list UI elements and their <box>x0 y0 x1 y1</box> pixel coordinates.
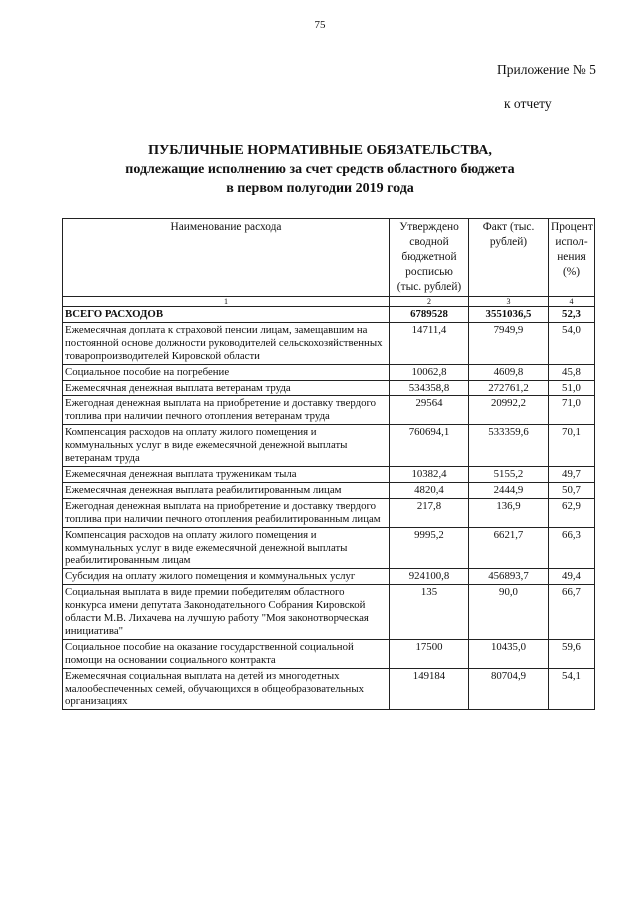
table-header-row <box>63 219 595 297</box>
percent-cell: 70,1 <box>549 425 595 467</box>
table-row <box>63 396 595 425</box>
to-report-label: к отчету <box>504 96 552 111</box>
percent-cell: 66,3 <box>549 527 595 569</box>
percent-cell: 54,1 <box>549 668 595 710</box>
approved-cell: 217,8 <box>390 498 469 527</box>
expense-name-cell: Ежегодная денежная выплата на приобретение и доставку твердого топлива при наличии печного отопления ветеранам труда <box>63 396 390 425</box>
table-row <box>63 585 595 640</box>
fact-cell: 272761,2 <box>469 380 549 396</box>
percent-cell: 50,7 <box>549 482 595 498</box>
expense-name-cell: Ежемесячная денежная выплата труженикам тыла <box>63 466 390 482</box>
expense-name-cell: Субсидия на оплату жилого помещения и коммунальных услуг <box>63 569 390 585</box>
approved-cell: 10382,4 <box>390 466 469 482</box>
header-approved: Утверждено сводной бюджетной росписью (тыс. рублей) <box>390 219 469 297</box>
approved-cell: 4820,4 <box>390 482 469 498</box>
percent-cell: 54,0 <box>549 322 595 364</box>
expense-name-cell: Компенсация расходов на оплату жилого помещения и коммунальных услуг в виде ежемесячной денежной выплаты реабилитированным лицам <box>63 527 390 569</box>
table-row <box>63 569 595 585</box>
expense-name-cell: Ежемесячная доплата к страховой пенсии лицам, замещавшим на постоянной основе должности руководителей сельскохозяйственных товаропроизводителей Кировской области <box>63 322 390 364</box>
fact-cell: 6621,7 <box>469 527 549 569</box>
table-row <box>63 482 595 498</box>
document-title <box>0 141 640 198</box>
title-line-2: подлежащие исполнению за счет средств областного бюджета <box>125 162 515 177</box>
table-row <box>63 364 595 380</box>
approved-cell: 135 <box>390 585 469 640</box>
expense-name-cell: Ежемесячная социальная выплата на детей из многодетных малообеспеченных семей, обучающихся в общеобразовательных организациях <box>63 668 390 710</box>
percent-cell: 45,8 <box>549 364 595 380</box>
percent-cell: 51,0 <box>549 380 595 396</box>
header-percent: Процент испол- нения (%) <box>549 219 595 297</box>
approved-cell: 29564 <box>390 396 469 425</box>
expense-name-cell: Компенсация расходов на оплату жилого помещения и коммунальных услуг в виде ежемесячной денежной выплаты ветеранам труда <box>63 425 390 467</box>
table-row <box>63 425 595 467</box>
expense-name-cell: Социальная выплата в виде премии победителям областного конкурса имени депутата Законодательного Собрания Кировской области М.В. Лихачева на лучшую работу "Моя законотворческая инициатива" <box>63 585 390 640</box>
page-number: 75 <box>314 19 326 31</box>
table-row <box>63 639 595 668</box>
fact-cell: 80704,9 <box>469 668 549 710</box>
total-row <box>63 307 595 323</box>
approved-cell: 534358,8 <box>390 380 469 396</box>
fact-cell: 7949,9 <box>469 322 549 364</box>
approved-cell: 9995,2 <box>390 527 469 569</box>
approved-cell: 924100,8 <box>390 569 469 585</box>
approved-cell: 149184 <box>390 668 469 710</box>
total-fact: 3551036,5 <box>469 307 549 323</box>
approved-cell: 17500 <box>390 639 469 668</box>
fact-cell: 456893,7 <box>469 569 549 585</box>
total-approved: 6789528 <box>390 307 469 323</box>
fact-cell: 533359,6 <box>469 425 549 467</box>
column-number: 2 <box>390 297 469 307</box>
total-percent: 52,3 <box>549 307 595 323</box>
column-number-row <box>63 297 595 307</box>
header-expense-name: Наименование расхода <box>63 219 390 297</box>
percent-cell: 71,0 <box>549 396 595 425</box>
fact-cell: 2444,9 <box>469 482 549 498</box>
column-number: 3 <box>469 297 549 307</box>
expense-name-cell: Ежегодная денежная выплата на приобретение и доставку твердого топлива при наличии печного отопления реабилитированным лицам <box>63 498 390 527</box>
table-row <box>63 527 595 569</box>
title-line-3: в первом полугодии 2019 года <box>226 181 414 196</box>
table-row <box>63 380 595 396</box>
fact-cell: 136,9 <box>469 498 549 527</box>
approved-cell: 14711,4 <box>390 322 469 364</box>
table-row <box>63 498 595 527</box>
column-number: 4 <box>549 297 595 307</box>
approved-cell: 10062,8 <box>390 364 469 380</box>
table-row <box>63 668 595 710</box>
expense-name-cell: Социальное пособие на погребение <box>63 364 390 380</box>
column-number: 1 <box>63 297 390 307</box>
expense-name-cell: Социальное пособие на оказание государственной социальной помощи на основании социального контракта <box>63 639 390 668</box>
fact-cell: 90,0 <box>469 585 549 640</box>
fact-cell: 20992,2 <box>469 396 549 425</box>
fact-cell: 4609,8 <box>469 364 549 380</box>
percent-cell: 66,7 <box>549 585 595 640</box>
total-label: ВСЕГО РАСХОДОВ <box>63 307 390 323</box>
percent-cell: 49,7 <box>549 466 595 482</box>
table-row <box>63 322 595 364</box>
fact-cell: 5155,2 <box>469 466 549 482</box>
header-fact: Факт (тыс. рублей) <box>469 219 549 297</box>
table-row <box>63 466 595 482</box>
title-line-1: ПУБЛИЧНЫЕ НОРМАТИВНЫЕ ОБЯЗАТЕЛЬСТВА, <box>148 143 492 158</box>
approved-cell: 760694,1 <box>390 425 469 467</box>
percent-cell: 49,4 <box>549 569 595 585</box>
percent-cell: 62,9 <box>549 498 595 527</box>
appendix-label: Приложение № 5 <box>497 62 596 77</box>
percent-cell: 59,6 <box>549 639 595 668</box>
obligations-table <box>62 218 595 710</box>
expense-name-cell: Ежемесячная денежная выплата реабилитированным лицам <box>63 482 390 498</box>
fact-cell: 10435,0 <box>469 639 549 668</box>
expense-name-cell: Ежемесячная денежная выплата ветеранам труда <box>63 380 390 396</box>
